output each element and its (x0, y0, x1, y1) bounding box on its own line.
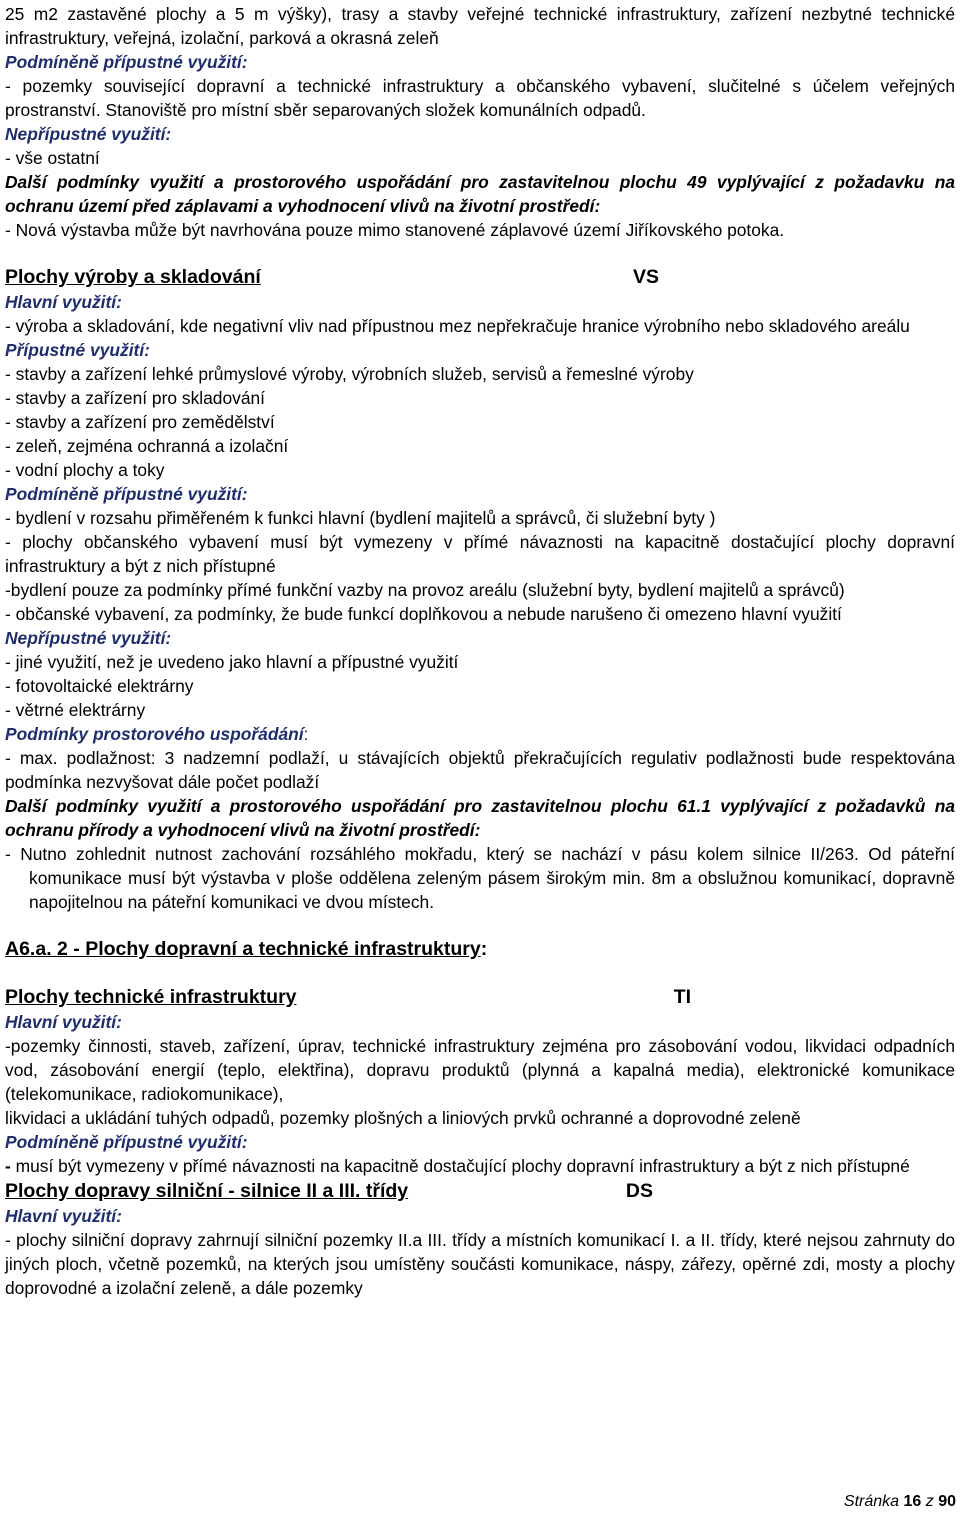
paragraph-extra-conditions: - Nutno zohlednit nutnost zachování rozsáhlého mokřadu, který se nachází v pásu kolem silnice II/263. Od páteřní komunikace musí být výstavba v ploše oddělena zeleným pásem širokým min. 8m a obslužnou komunikací, dopravně napojitelnou na páteřní komunikaci ve dvou místech. (5, 844, 955, 912)
list-item: - větrné elektrárny (5, 700, 146, 720)
list-item: - vodní plochy a toky (5, 460, 165, 480)
footer-of: z (925, 1493, 934, 1510)
heading-forbidden-use: Nepřípustné využití: (5, 628, 172, 648)
section-title-ti (5, 984, 691, 1010)
heading-conditional-use: Podmíněně přípustné využití: (5, 484, 248, 504)
paragraph-conditional-use: - pozemky související dopravní a technické infrastruktury a občanského vybavení, slučitelné s účelem veřejných prostranství. Stanoviště pro místní sběr separovaných složek komunálních odpadů. (5, 76, 955, 120)
heading-allowed-use: Přípustné využití: (5, 340, 150, 360)
list-item: - bydlení v rozsahu přiměřeném k funkci hlavní (bydlení majitelů a správců, či služební byty ) (5, 508, 716, 528)
heading-spatial-layout-text: Podmínky prostorového uspořádání (5, 724, 304, 744)
section-title-vs (5, 264, 659, 290)
paragraph-extra-conditions: - Nová výstavba může být navrhována pouze mimo stanovené záplavové území Jiříkovského potoka. (5, 220, 785, 240)
paragraph-forbidden-use: - vše ostatní (5, 148, 100, 168)
chapter-title-text: A6.a. 2 - Plochy dopravní a technické infrastruktury (5, 938, 481, 960)
list-item: - občanské vybavení, za podmínky, že bude funkcí doplňkovou a nebude narušeno či omezeno hlavní využití (5, 604, 842, 624)
heading-extra-conditions: Další podmínky využití a prostorového uspořádání pro zastavitelnou plochu 61.1 vyplývající z požadavků na ochranu přírody a vyhodnocení vlivů na životní prostředí: (5, 796, 955, 840)
list-item: - jiné využití, než je uvedeno jako hlavní a přípustné využití (5, 652, 459, 672)
paragraph-main-use-cont: likvidaci a ukládání tuhých odpadů, pozemky plošných a liniových prvků ochranné a doprovodné zeleně (5, 1108, 801, 1128)
heading-main-use: Hlavní využití: (5, 1012, 122, 1032)
heading-spatial-layout (5, 722, 955, 746)
section-code: DS (625, 1180, 653, 1202)
section-code: TI (673, 986, 691, 1008)
paragraph-main-use: - plochy silniční dopravy zahrnují silniční pozemky II.a III. třídy a místních komunikací I. a II. třídy, které nejsou zahrnuty do jiných ploch, včetně pozemků, na kterých jsou umístěny součásti komunikace, náspy, zářezy, opěrné zdi, mosty a plochy doprovodné a izolační zeleně, a dále pozemky (5, 1230, 955, 1298)
heading-main-use: Hlavní využití: (5, 1206, 122, 1226)
footer-label: Stránka (843, 1493, 900, 1510)
heading-extra-conditions: Další podmínky využití a prostorového uspořádání pro zastavitelnou plochu 49 vyplývající z požadavku na ochranu území před záplavami a vyhodnocení vlivů na životní prostředí: (5, 172, 955, 216)
list-item: - fotovoltaické elektrárny (5, 676, 194, 696)
footer-page-number: 16 (903, 1493, 922, 1510)
paragraph-conditional-use (5, 1154, 955, 1178)
document-page (5, 0, 955, 1300)
heading-conditional-use: Podmíněně přípustné využití: (5, 1132, 248, 1152)
heading-forbidden-use: Nepřípustné využití: (5, 124, 172, 144)
footer-total-pages: 90 (938, 1493, 956, 1510)
section-code: VS (632, 266, 659, 288)
chapter-colon: : (480, 938, 488, 960)
section-title-text: Plochy dopravy silniční - silnice II a III. třídy (5, 1180, 409, 1202)
heading-main-use: Hlavní využití: (5, 292, 122, 312)
list-item: - stavby a zařízení pro skladování (5, 388, 266, 408)
list-item: - stavby a zařízení pro zemědělství (5, 412, 275, 432)
paragraph-main-use: - výroba a skladování, kde negativní vliv nad přípustnou mez nepřekračuje hranice výrobního nebo skladového areálu (5, 316, 910, 336)
paragraph-conditional-use-text: musí být vymezeny v přímé návaznosti na kapacitně dostačující plochy dopravní infrastruktury a být z nich přístupné (10, 1156, 910, 1176)
section-title-text: Plochy výroby a skladování (5, 266, 261, 288)
heading-conditional-use: Podmíněně přípustné využití: (5, 52, 248, 72)
list-item: -bydlení pouze za podmínky přímé funkční vazby na provoz areálu (služební byty, bydlení majitelů a správců) (5, 580, 845, 600)
paragraph-spatial-layout: - max. podlažnost: 3 nadzemní podlaží, u stávajících objektů překračujících regulativ podlažnosti bude respektována podmínka nezvyšovat dále počet podlaží (5, 748, 955, 792)
section-title-ds (5, 1178, 653, 1204)
page-footer (844, 1490, 956, 1514)
paragraph-main-use: -pozemky činnosti, staveb, zařízení, úprav, technické infrastruktury zejména pro zásobování vodou, likvidaci odpadních vod, zásobování energií (teplo, elektřina), dopravu produktů (plynná a kapalná media), elektronické komunikace (telekomunikace, radiokomunikace), (5, 1036, 955, 1104)
heading-colon: : (303, 724, 309, 744)
list-item: - plochy občanského vybavení musí být vymezeny v přímé návaznosti na kapacitně dostačující plochy dopravní infrastruktury a být z nich přístupné (5, 532, 955, 576)
dash-marker: - (5, 1156, 11, 1176)
chapter-title (5, 936, 955, 962)
section-title-text: Plochy technické infrastruktury (5, 986, 297, 1008)
paragraph-intro: 25 m2 zastavěné plochy a 5 m výšky), trasy a stavby veřejné technické infrastruktury, zařízení nezbytné technické infrastruktury, veřejná, izolační, parková a okrasná zeleň (5, 4, 955, 48)
list-item: - stavby a zařízení lehké průmyslové výroby, výrobních služeb, servisů a řemeslné výroby (5, 364, 694, 384)
list-item: - zeleň, zejména ochranná a izolační (5, 436, 289, 456)
